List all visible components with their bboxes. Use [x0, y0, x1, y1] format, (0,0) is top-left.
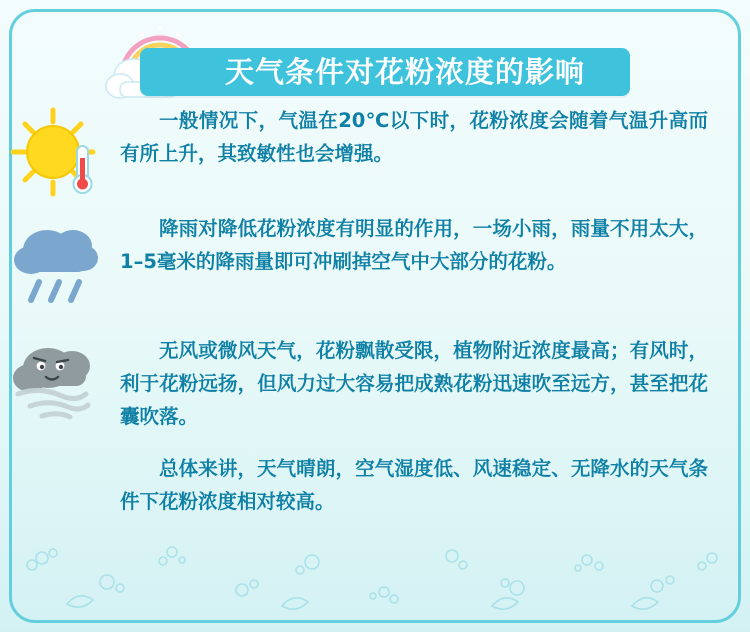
wind-cloud-icon — [8, 336, 112, 428]
info-row-summary — [0, 452, 750, 518]
info-row-text: 一般情况下，气温在20℃以下时，花粉浓度会随着气温升高而有所上升，其致敏性也会增强。 — [120, 109, 708, 165]
info-row-text: 总体来讲，天气晴朗，空气湿度低、风速稳定、无降水的天气条件下花粉浓度相对较高。 — [120, 457, 708, 513]
row-icon-wrap — [0, 212, 120, 320]
info-row-wind — [0, 334, 750, 433]
rain-cloud-icon — [9, 214, 111, 320]
page-title: 天气条件对花粉浓度的影响 — [224, 55, 585, 89]
info-row-text: 降雨对降低花粉浓度有明显的作用，一场小雨，雨量不用太大，1–5毫米的降雨量即可冲刷掉空气中大部分的花粉。 — [120, 217, 708, 273]
thermometer-part — [74, 146, 92, 193]
row-icon-wrap — [0, 104, 120, 206]
info-row-rain — [0, 212, 750, 320]
pollen-decoration — [12, 532, 738, 618]
row-icon-wrap — [0, 334, 120, 428]
info-row-text: 无风或微风天气，花粉飘散受限，植物附近浓度最高；有风时，利于花粉远扬，但风力过大容易把成熟花粉迅速吹至远方，甚至把花囊吹落。 — [120, 339, 708, 428]
row-icon-wrap-empty — [0, 452, 120, 454]
sun-thermometer-icon — [9, 106, 111, 206]
title-banner — [140, 48, 630, 96]
poster-header — [0, 22, 750, 104]
info-row-temperature — [0, 104, 750, 206]
